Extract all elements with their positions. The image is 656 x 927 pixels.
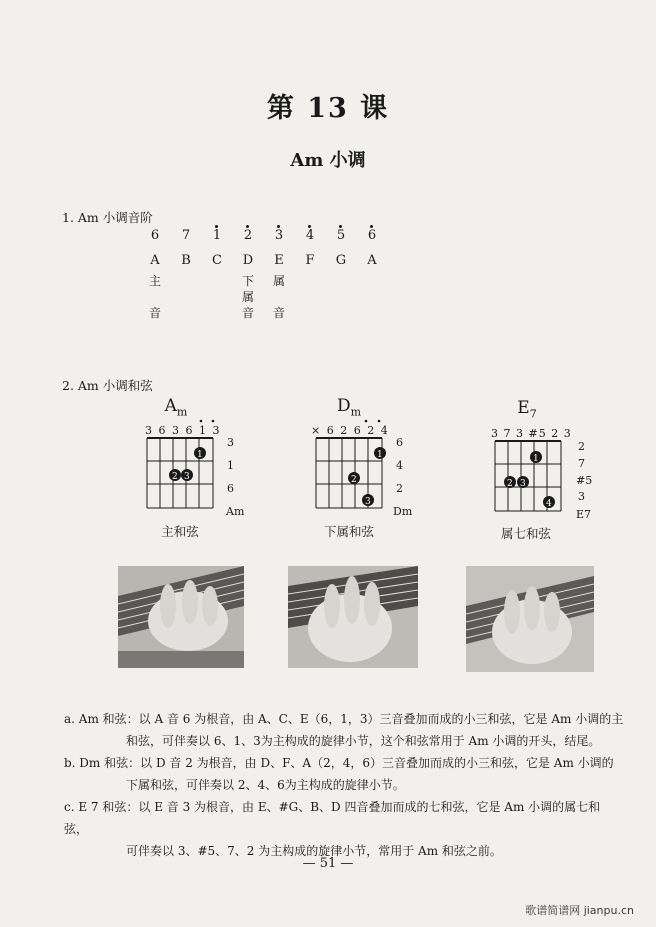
chord-name-e7: $E_7$ [517, 398, 537, 421]
scale-note: D [242, 253, 254, 268]
svg-text:3: 3 [365, 497, 371, 507]
para-c-line2: 可伴奏以 3、#5、7、2 为主构成的旋律小节，常用于 Am 和弦之前。 [126, 844, 502, 858]
scale-number: 4 [305, 228, 315, 243]
lesson-subtitle: Am 小调 [290, 150, 366, 171]
function-label: 属 [272, 274, 285, 288]
svg-text:3: 3 [184, 472, 190, 482]
para-a-line2: 和弦，可伴奏以 6、1、3为主构成的旋律小节，这个和弦常用于 Am 小调的开头，结尾。 [126, 734, 601, 748]
hand-photo-illustration [288, 566, 418, 668]
scale-number: 5 [336, 228, 346, 243]
svg-text:2: 2 [351, 475, 357, 485]
e7-right-note: #5 [576, 474, 593, 487]
hand-photo-illustration [118, 566, 244, 668]
high-octave-dot [212, 420, 215, 423]
svg-text:1: 1 [197, 450, 203, 460]
function-label: 音 [272, 306, 285, 320]
scale-note: A [367, 253, 377, 268]
scale-number: 6 [150, 228, 160, 243]
para-b-line1: b. Dm 和弦：以 D 音 2 为根音，由 D、F、A（2，4，6）三音叠加而成的小三和弦，它是 Am 小调的 [64, 756, 614, 770]
am-string-notes: 3 6 3 6 1 3 [145, 424, 221, 437]
function-label: 音 [241, 306, 254, 320]
function-label: 音 [148, 306, 161, 320]
scale-note: B [181, 253, 191, 268]
page-number: — 51 — [302, 856, 354, 871]
am-hand-photo [118, 566, 244, 668]
scale-number: 3 [274, 228, 284, 243]
function-label: 属 [241, 290, 254, 304]
e7-hand-photo [466, 566, 594, 672]
high-octave-dot [378, 420, 381, 423]
svg-text:1: 1 [377, 450, 383, 460]
section-chords-heading: 2. Am 小调和弦 [62, 378, 153, 393]
am-right-note: 3 [227, 436, 234, 449]
scale-note: C [212, 253, 222, 268]
chord-label-am: 主和弦 [161, 524, 199, 539]
lesson-title: 第 13 课 [266, 93, 390, 124]
svg-text:3: 3 [520, 479, 526, 489]
dm-finger-dots [348, 447, 386, 507]
para-c-line1: c. E 7 和弦：以 E 音 3 为根音，由 E、#G、B、D 四音叠加而成的七和弦，它是 Am 小调的属七和弦， [64, 800, 601, 836]
dm-string-notes: × 6 2 6 2 4 [311, 424, 390, 437]
para-a-line1: a. Am 和弦：以 A 音 6 为根音，由 A、C、E（6，1，3）三音叠加而成的小三和弦，它是 Am 小调的主 [64, 712, 624, 726]
hand-photo-illustration [466, 566, 594, 672]
function-label: 主 [148, 274, 161, 288]
scale-number: 6 [367, 228, 377, 243]
scale-number: 1 [212, 228, 222, 243]
e7-right-note: 2 [578, 440, 585, 453]
scale-number: 7 [181, 228, 191, 243]
high-octave-dot [200, 420, 203, 423]
high-octave-dot [365, 420, 368, 423]
watermark: 歌谱简谱网 jianpu.cn [525, 904, 634, 917]
e7-bottom-label: E7 [576, 508, 592, 521]
e7-string-notes: 3 7 3 #5 2 3 [491, 427, 572, 440]
e7-right-note: 7 [578, 457, 585, 470]
scale-note: F [305, 253, 315, 268]
scale-note: E [274, 253, 284, 268]
chord-name-am: $A_m$ [164, 396, 188, 419]
function-label: 下 [241, 274, 254, 288]
chord-label-dm: 下属和弦 [323, 524, 374, 539]
svg-text:2: 2 [172, 472, 178, 482]
chord-label-e7: 属七和弦 [500, 526, 551, 541]
am-finger-dots [169, 447, 206, 482]
svg-text:4: 4 [546, 499, 552, 509]
para-b-line2: 下属和弦，可伴奏以 2、4、6为主构成的旋律小节。 [126, 778, 405, 792]
am-right-note: 1 [227, 459, 234, 472]
dm-bottom-label: Dm [393, 505, 413, 518]
section-scale-heading: 1. Am 小调音阶 [62, 210, 153, 225]
scale-note: G [335, 253, 347, 268]
e7-right-note: 3 [578, 490, 585, 503]
dm-hand-photo [288, 566, 418, 668]
am-right-note: 6 [227, 482, 234, 495]
scale-number: 2 [243, 228, 253, 243]
svg-text:2: 2 [507, 479, 513, 489]
explanation-text [64, 708, 624, 862]
dm-right-note: 2 [396, 482, 403, 495]
dm-right-note: 6 [396, 436, 403, 449]
chord-name-dm: $D_m$ [336, 396, 362, 419]
svg-text:1: 1 [533, 454, 539, 464]
am-bottom-label: Am [226, 505, 245, 518]
scale-note: A [150, 253, 160, 268]
dm-right-note: 4 [396, 459, 403, 472]
